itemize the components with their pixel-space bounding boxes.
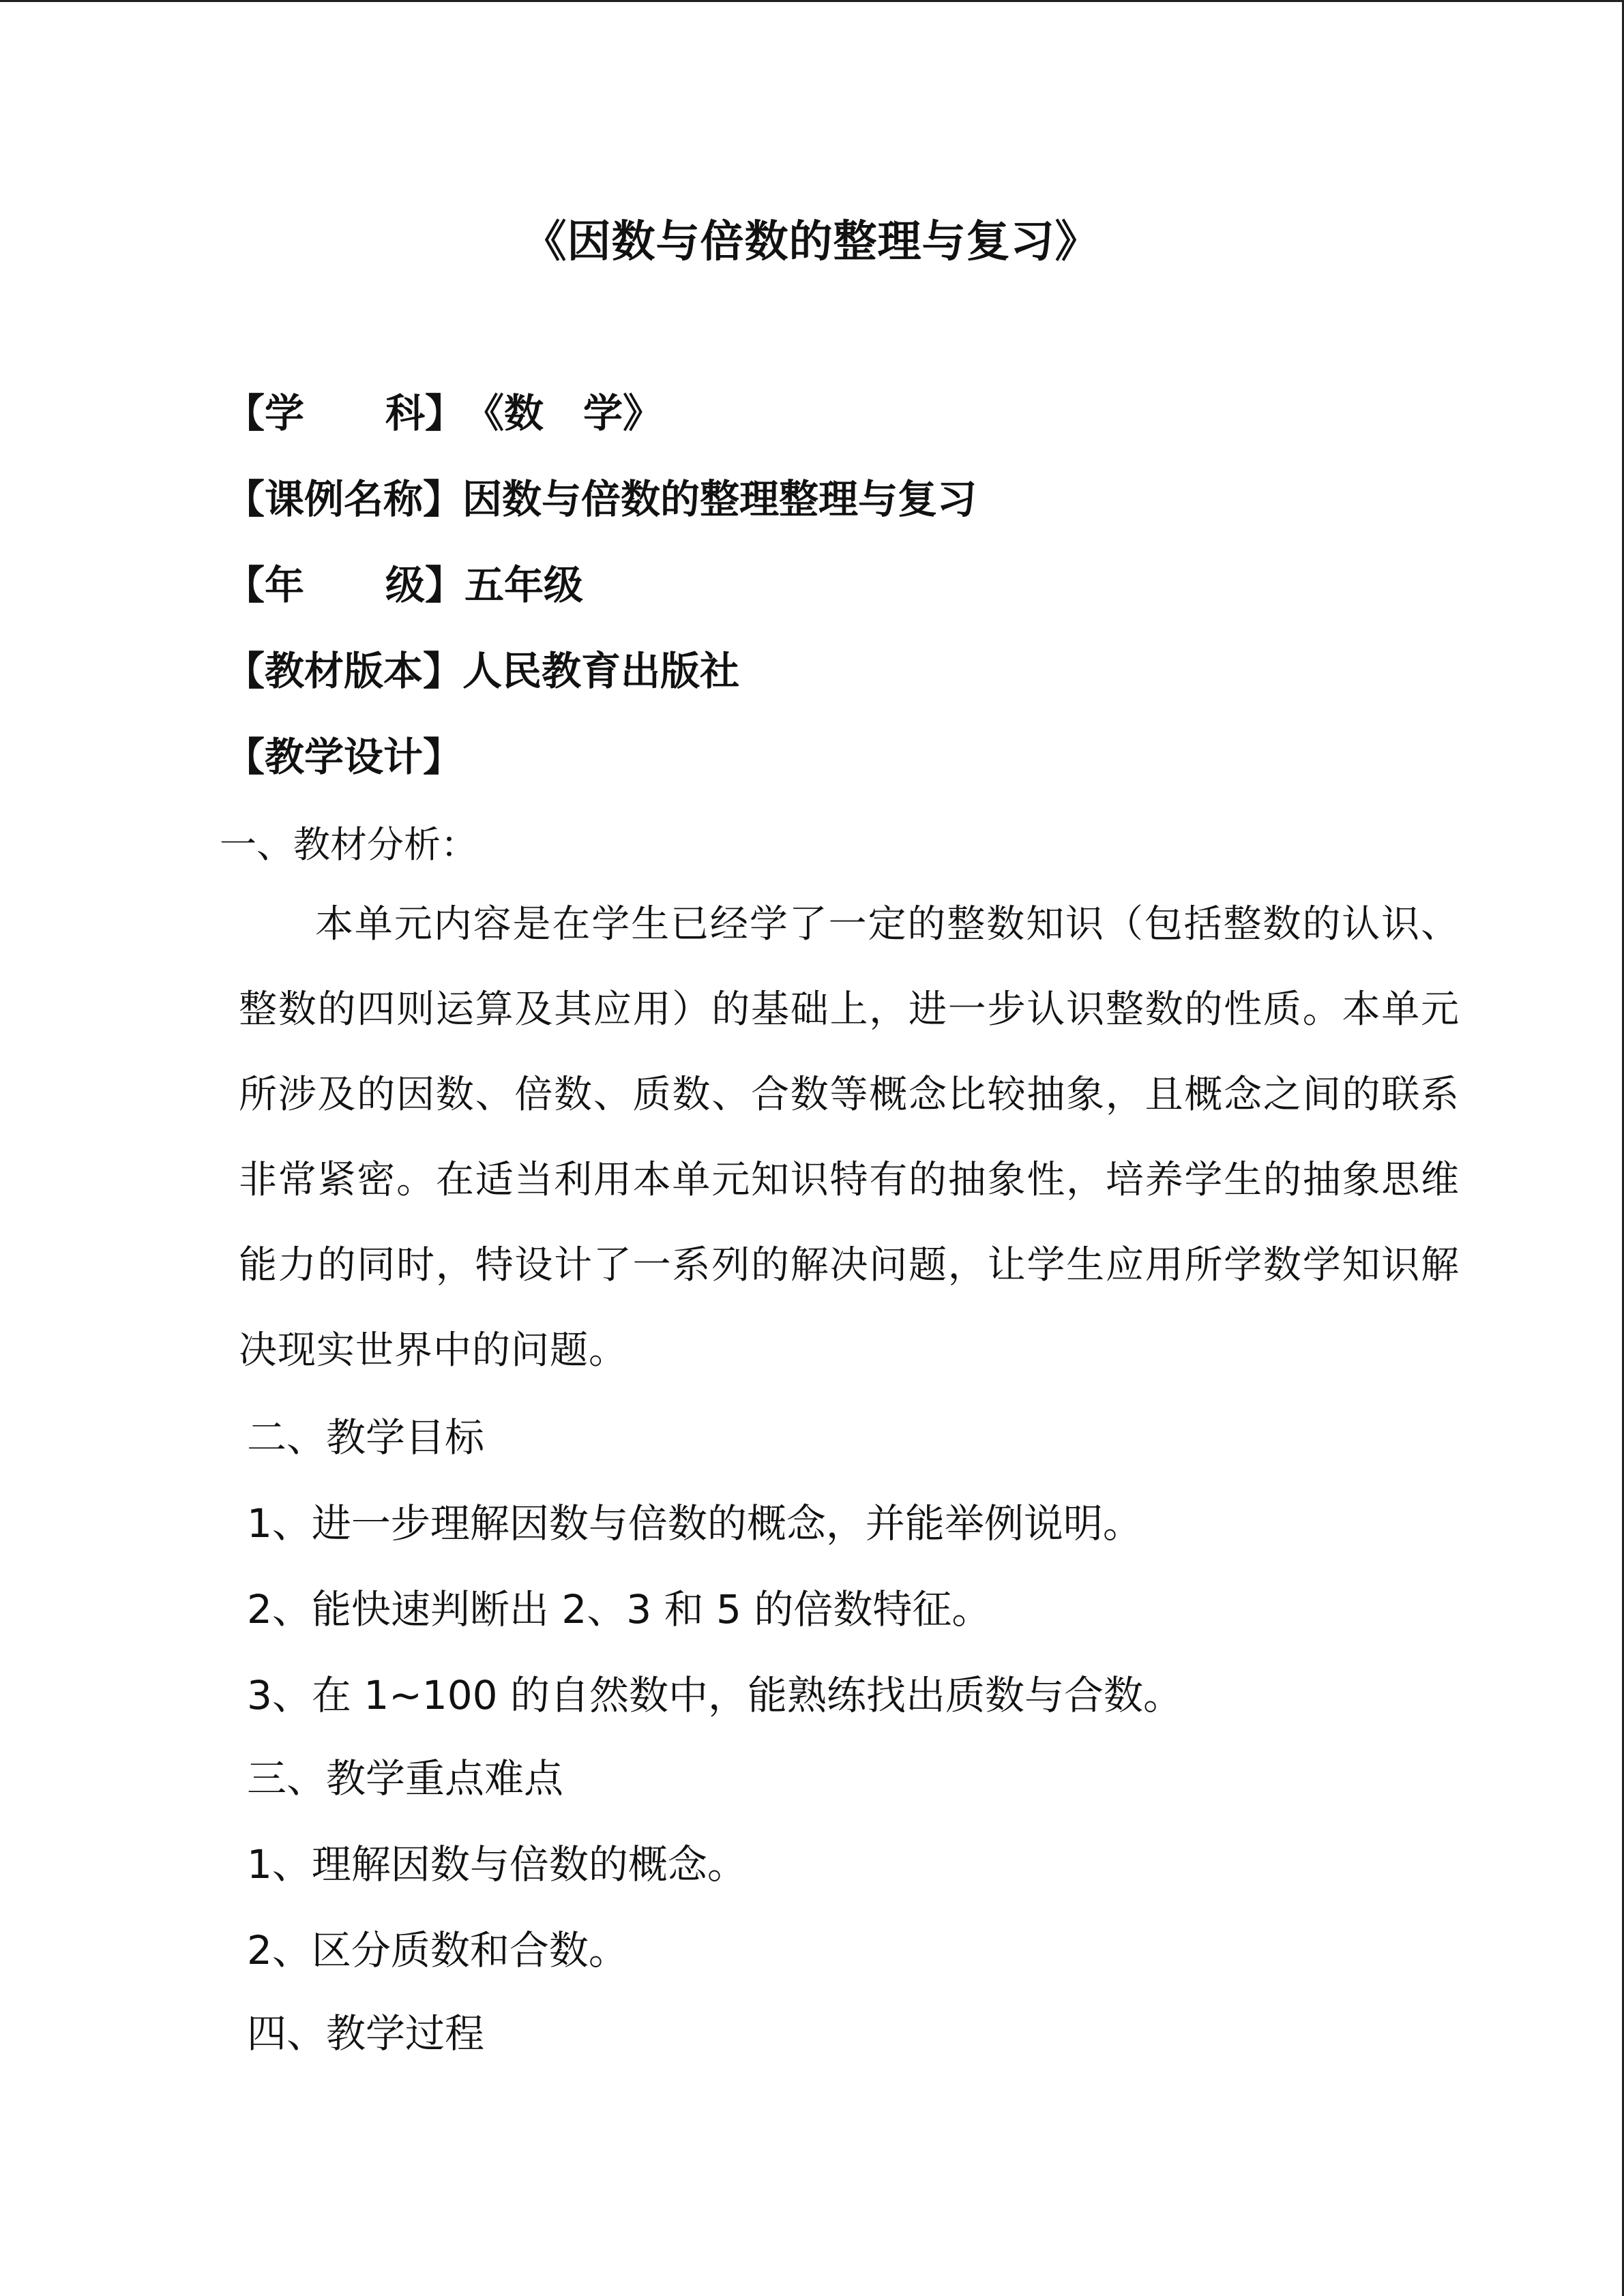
section-goals-heading: 二、教学目标 (247, 1414, 485, 1461)
meta-grade-value: 五年级 (464, 562, 584, 608)
meta-subject-value: 《数 学》 (464, 390, 663, 436)
meta-subject-row: 【学科】《数 学》 (225, 381, 662, 438)
goal-item-3: 3、在 1~100 的自然数中，能熟练找出质数与合数。 (247, 1672, 1183, 1718)
section-analysis-paragraph: 本单元内容是在学生已经学了一定的整数知识（包括整数的认识、整数的四则运算及其应用）的基础上，进一步认识整数的性质。本单元所涉及的因数、倍数、质数、合数等概念比较抽象，且概念之间的联系非常紧密。在适当利用本单元知识特有的抽象性，培养学生的抽象思维能力的同时，特设计了一系列的解决问题，让学生应用所学数学知识解决现实世界中的问题。 (239, 902, 1460, 1373)
meta-design-label: 教学设计 (265, 734, 424, 780)
meta-lesson-row: 【课例名称】因数与倍数的整理整理与复习 (225, 467, 977, 524)
keypoint-item-1: 1、理解因数与倍数的概念。 (247, 1841, 747, 1888)
meta-lesson-value: 因数与倍数的整理整理与复习 (462, 476, 977, 522)
goal-item-1: 1、进一步理解因数与倍数的概念，并能举例说明。 (247, 1500, 1142, 1547)
meta-textbook-value: 人民教育出版社 (462, 648, 740, 694)
meta-lesson-label: 课例名称 (265, 476, 424, 522)
meta-grade-row: 【年级】五年级 (225, 553, 583, 610)
meta-subject-label: 学科 (265, 390, 426, 436)
meta-textbook-row: 【教材版本】人民教育出版社 (225, 639, 739, 696)
goal-item-2: 2、能快速判断出 2、3 和 5 的倍数特征。 (247, 1586, 992, 1632)
section-process-heading: 四、教学过程 (247, 2010, 485, 2057)
keypoint-item-2: 2、区分质数和合数。 (247, 1927, 628, 1973)
document-title: 《因数与倍数的整理与复习》 (522, 217, 1099, 267)
section-keypoints-heading: 三、教学重点难点 (247, 1755, 564, 1802)
section-analysis-heading: 一、教材分析： (220, 823, 477, 866)
meta-grade-label: 年级 (265, 562, 426, 608)
meta-design-row: 【教学设计】 (225, 725, 462, 782)
meta-textbook-label: 教材版本 (265, 648, 424, 694)
